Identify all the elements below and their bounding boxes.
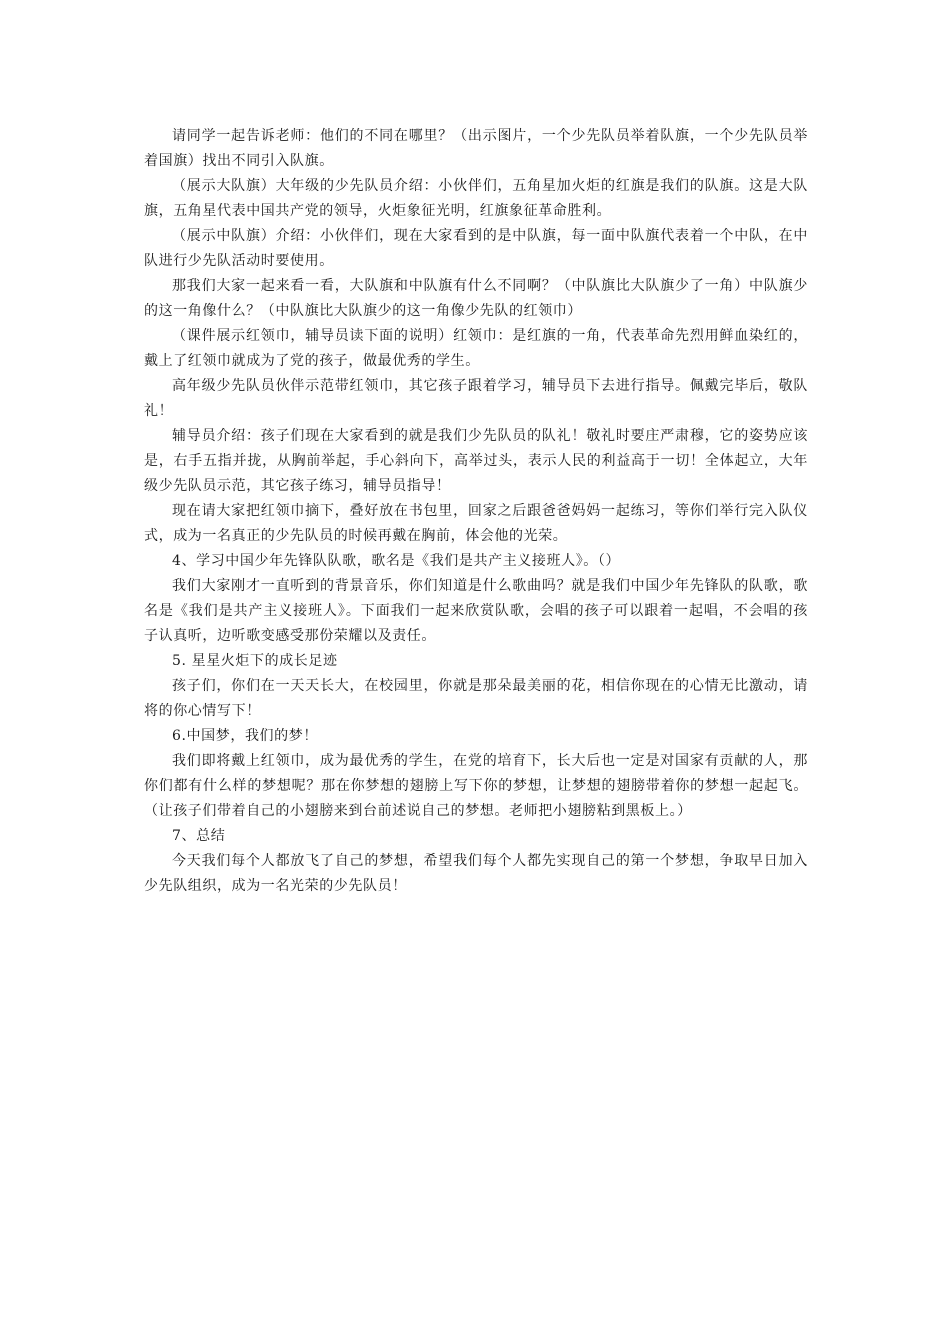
paragraph: 孩子们，你们在一天天长大，在校园里，你就是那朵最美丽的花，相信你现在的心情无比激动，请将的你心情写下！ (144, 678, 808, 719)
paragraph: （课件展示红领巾，辅导员读下面的说明）红领巾：是红旗的一角，代表革命先烈用鲜血染红的，戴上了红领巾就成为了党的孩子，做最优秀的学生。 (144, 328, 808, 369)
section-heading: 6.中国梦，我们的梦！ (172, 728, 318, 744)
section-heading: 5. 星星火炬下的成长足迹 (172, 653, 338, 669)
paragraph: 辅导员介绍：孩子们现在大家看到的就是我们少先队员的队礼！敬礼时要庄严肃穆，它的姿势应该是，右手五指并拢，从胸前举起，手心斜向下，高举过头，表示人民的利益高于一切！全体起立，大年级少先队员示范，其它孩子练习，辅导员指导！ (144, 428, 808, 494)
paragraph: 现在请大家把红领巾摘下，叠好放在书包里，回家之后跟爸爸妈妈一起练习，等你们举行完入队仪式，成为一名真正的少先队员的时候再戴在胸前，体会他的光荣。 (144, 503, 808, 544)
section-heading: 4、学习中国少年先锋队队歌，歌名是《我们是共产主义接班人》。（） (172, 553, 621, 569)
paragraph: 高年级少先队员伙伴示范带红领巾，其它孩子跟着学习，辅导员下去进行指导。佩戴完毕后，敬队礼！ (144, 378, 808, 419)
paragraph: 今天我们每个人都放飞了自己的梦想，希望我们每个人都先实现自己的第一个梦想，争取早日加入少先队组织，成为一名光荣的少先队员！ (144, 853, 808, 894)
paragraph: 我们大家刚才一直听到的背景音乐，你们知道是什么歌曲吗？就是我们中国少年先锋队的队歌，歌名是《我们是共产主义接班人》。下面我们一起来欣赏队歌，会唱的孩子可以跟着一起唱，不会唱的孩子认真听，边听歌变感受那份荣耀以及责任。 (144, 578, 808, 644)
document-body (144, 124, 808, 899)
section-heading: 7、总结 (172, 828, 226, 844)
paragraph: （展示大队旗）大年级的少先队员介绍：小伙伴们，五角星加火炬的红旗是我们的队旗。这是大队旗，五角星代表中国共产党的领导，火炬象征光明，红旗象征革命胜利。 (144, 178, 808, 219)
paragraph: 那我们大家一起来看一看，大队旗和中队旗有什么不同啊？（中队旗比大队旗少了一角）中队旗少的这一角像什么？（中队旗比大队旗少的这一角像少先队的红领巾） (144, 278, 808, 319)
paragraph: （展示中队旗）介绍：小伙伴们，现在大家看到的是中队旗，每一面中队旗代表着一个中队，在中队进行少先队活动时要使用。 (144, 228, 808, 269)
paragraph: 请同学一起告诉老师：他们的不同在哪里？（出示图片，一个少先队员举着队旗，一个少先队员举着国旗）找出不同引入队旗。 (144, 128, 808, 169)
paragraph: 我们即将戴上红领巾，成为最优秀的学生，在党的培育下，长大后也一定是对国家有贡献的人，那你们都有什么样的梦想呢？那在你梦想的翅膀上写下你的梦想，让梦想的翅膀带着你的梦想一起起飞。（让孩子们带着自己的小翅膀来到台前述说自己的梦想。老师把小翅膀粘到黑板上。） (144, 753, 808, 819)
